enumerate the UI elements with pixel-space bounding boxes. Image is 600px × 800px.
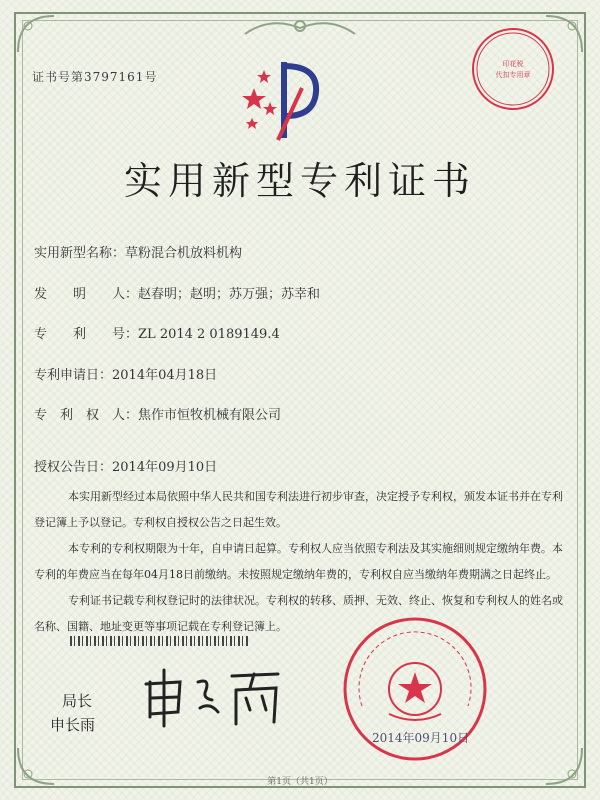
- svg-text:印花税: 印花税: [502, 60, 524, 68]
- director-signature: [140, 662, 290, 732]
- director-title: 局长: [62, 692, 93, 710]
- svg-text:代扣专用章: 代扣专用章: [495, 71, 531, 79]
- patent-office-logo-icon: [240, 58, 320, 142]
- grant-date-label: 授权公告日：: [34, 460, 113, 475]
- body-paragraph-1: 本实用新型经过本局依照中华人民共和国专利法进行初步审查，决定授予专利权，颁发本证书并在专利登记簿上予以登记。专利权自授权公告之日起生效。: [34, 490, 563, 529]
- barcode: [70, 636, 250, 646]
- filing-date-value: 2014年04月18日: [112, 368, 218, 383]
- grant-date-row: [34, 456, 217, 475]
- utility-name-label: 实用新型名称：: [34, 246, 126, 261]
- body-paragraph-3: 专利证书记载专利权登记时的法律状况。专利权的转移、质押、无效、终止、恢复和专利权人的姓名或名称、国籍、地址变更等事项记载在专利登记簿上。: [34, 594, 563, 633]
- director-name: 申长雨: [50, 716, 96, 734]
- certificate-title: 实用新型专利证书: [123, 159, 476, 203]
- patent-number-label: 专 利 号：: [34, 327, 139, 342]
- seal-date: 2014年09月10日: [372, 731, 470, 745]
- patentee-row: [34, 404, 281, 423]
- patent-number-row: [34, 323, 280, 342]
- page-footer: 第1页（共1页）: [267, 777, 333, 787]
- patentee-label: 专 利 权 人：: [34, 408, 139, 423]
- grant-date-value: 2014年09月10日: [112, 460, 218, 475]
- filing-date-label: 专利申请日：: [34, 368, 113, 383]
- top-ornament-icon: [240, 14, 360, 40]
- body-paragraph-2: 本专利的专利权期限为十年，自申请日起算。专利权人应当依照专利法及其实施细则规定缴纳年费。本专利的年费应当在每年04月18日前缴纳。未按照规定缴纳年费的，专利权自应当缴纳年费期满之日起终止。: [34, 542, 563, 581]
- patentee-value: 焦作市恒牧机械有限公司: [138, 408, 282, 423]
- utility-name-row: [34, 242, 242, 261]
- tax-stamp-seal: [466, 22, 560, 116]
- certificate-number: 证书号第3797161号: [32, 70, 158, 84]
- inventor-label: 发 明 人：: [34, 287, 139, 302]
- utility-name-value: 草粉混合机放料机构: [125, 246, 243, 261]
- corner-ornament-icon: [16, 14, 56, 54]
- inventor-row: [34, 283, 320, 302]
- inventor-value: 赵春明；赵明；苏万强；苏幸和: [138, 287, 321, 302]
- filing-date-row: [34, 364, 217, 383]
- patent-number-value: ZL 2014 2 0189149.4: [138, 327, 280, 342]
